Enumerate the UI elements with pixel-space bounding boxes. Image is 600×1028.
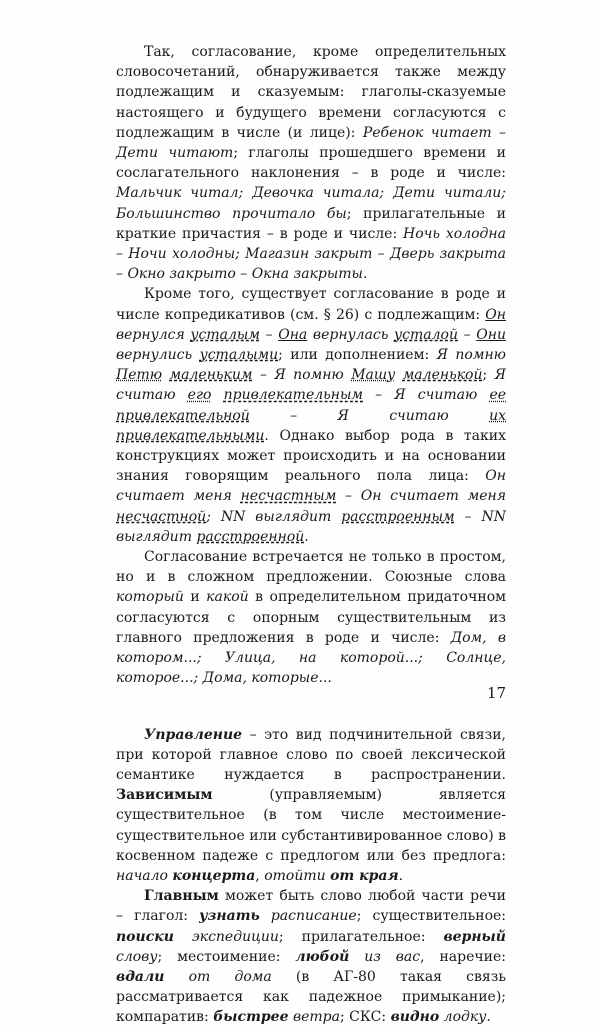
example: Ночь холодна – Ночи холодны; Магазин закрыт – Дверь закрыта – Окно закрыто – Окна закрыты. bbox=[116, 225, 506, 283]
example: Я считаю его привлекательным – Я считаю ее привлекательной – Я считаю их привлекательными bbox=[116, 367, 507, 444]
page-number: 17 bbox=[487, 684, 507, 702]
paragraph-complex-sentence: Согласование встречается не только в простом, но и в сложном предложении. Союзные слова который и какой в определительном придаточном согласуются с опорным существительным из главного предложения в роде и числе: Дом, в котором...; Улица, на которой...; Солнце, которое...; Дома, которые... bbox=[116, 549, 507, 687]
example: Ребенок читает – Дети читают bbox=[116, 124, 506, 162]
paragraph-copredicatives: Кроме того, существует согласование в роде и числе копредикативов (см. § 26) с подлежащим: Он вернулся усталым – Она вернулась усталой – Они вернулись усталыми; или дополнением: Я помню Петю маленьким – Я помню Машу маленькой; Я считаю его привлекательным – Я считаю ее привлекательной – Я считаю их привлекательными. Однако выбор рода в таких конструкциях может происходить и на основании знания говорящим реального пола лица: Он считает меня несчастным – Он считает меня несчастной; NN выглядит расстроенным – NN выглядит расстроенной. bbox=[116, 286, 507, 545]
example: Дом, в котором...; Улица, на которой...; Солнце, которое...; Дома, которые... bbox=[116, 629, 507, 687]
example: Мальчик читал; Девочка читала; Дети читали; Большинство прочитало бы bbox=[116, 185, 506, 222]
example: Он считает меня несчастным – Он считает меня несчастной; NN выглядит расстроенным – NN выглядит расстроенной bbox=[116, 468, 506, 545]
paragraph-agreement-subject-predicate: Так, согласование, кроме определительных словосочетаний, обнаруживается также между подлежащим и сказуемым: глаголы-сказуемые настоящего и будущего времени согласуются с подлежащим в числе (и лице): Ребенок читает – Дети читают; глаголы прошедшего времени и сослагательного наклонения – в роде и числе: Мальчик читал; Девочка читала; Дети читали; Большинство прочитало бы; прилагательные и краткие причастия – в роде и числе: Ночь холодна – Ночи холодны; Магазин закрыт – Дверь закрыта – Окно закрыто – Окна закрыты. bbox=[116, 44, 506, 283]
paragraph-government: Управление – это вид подчинительной связи, при которой главное слово по своей лексической семантике нуждается в распространении. Зависимым (управляемым) является существительное (в том числе местоимение-существительное или субстантивированное слово) в косвенном падеже с предлогом или без предлога: начало концерта, отойти от края. bbox=[116, 726, 506, 884]
term-heading: Управление bbox=[144, 726, 243, 743]
paragraph-head-word: Главным может быть слово любой части речи – глагол: узнать расписание; существительное: поиски экспедиции; прилагательное: верный слову; местоимение: любой из вас, наречие: вдали от дома (в АГ-80 такая связь рассматривается как падежное примыкание); компаратив: быстрее ветра; СКС: видно лодку. bbox=[116, 888, 506, 1026]
example: Я помню Петю маленьким – Я помню Машу маленькой bbox=[116, 347, 507, 384]
body-text bbox=[116, 42, 506, 1028]
example: Он вернулся усталым – Она вернулась усталой – Они вернулись усталыми bbox=[116, 306, 507, 364]
